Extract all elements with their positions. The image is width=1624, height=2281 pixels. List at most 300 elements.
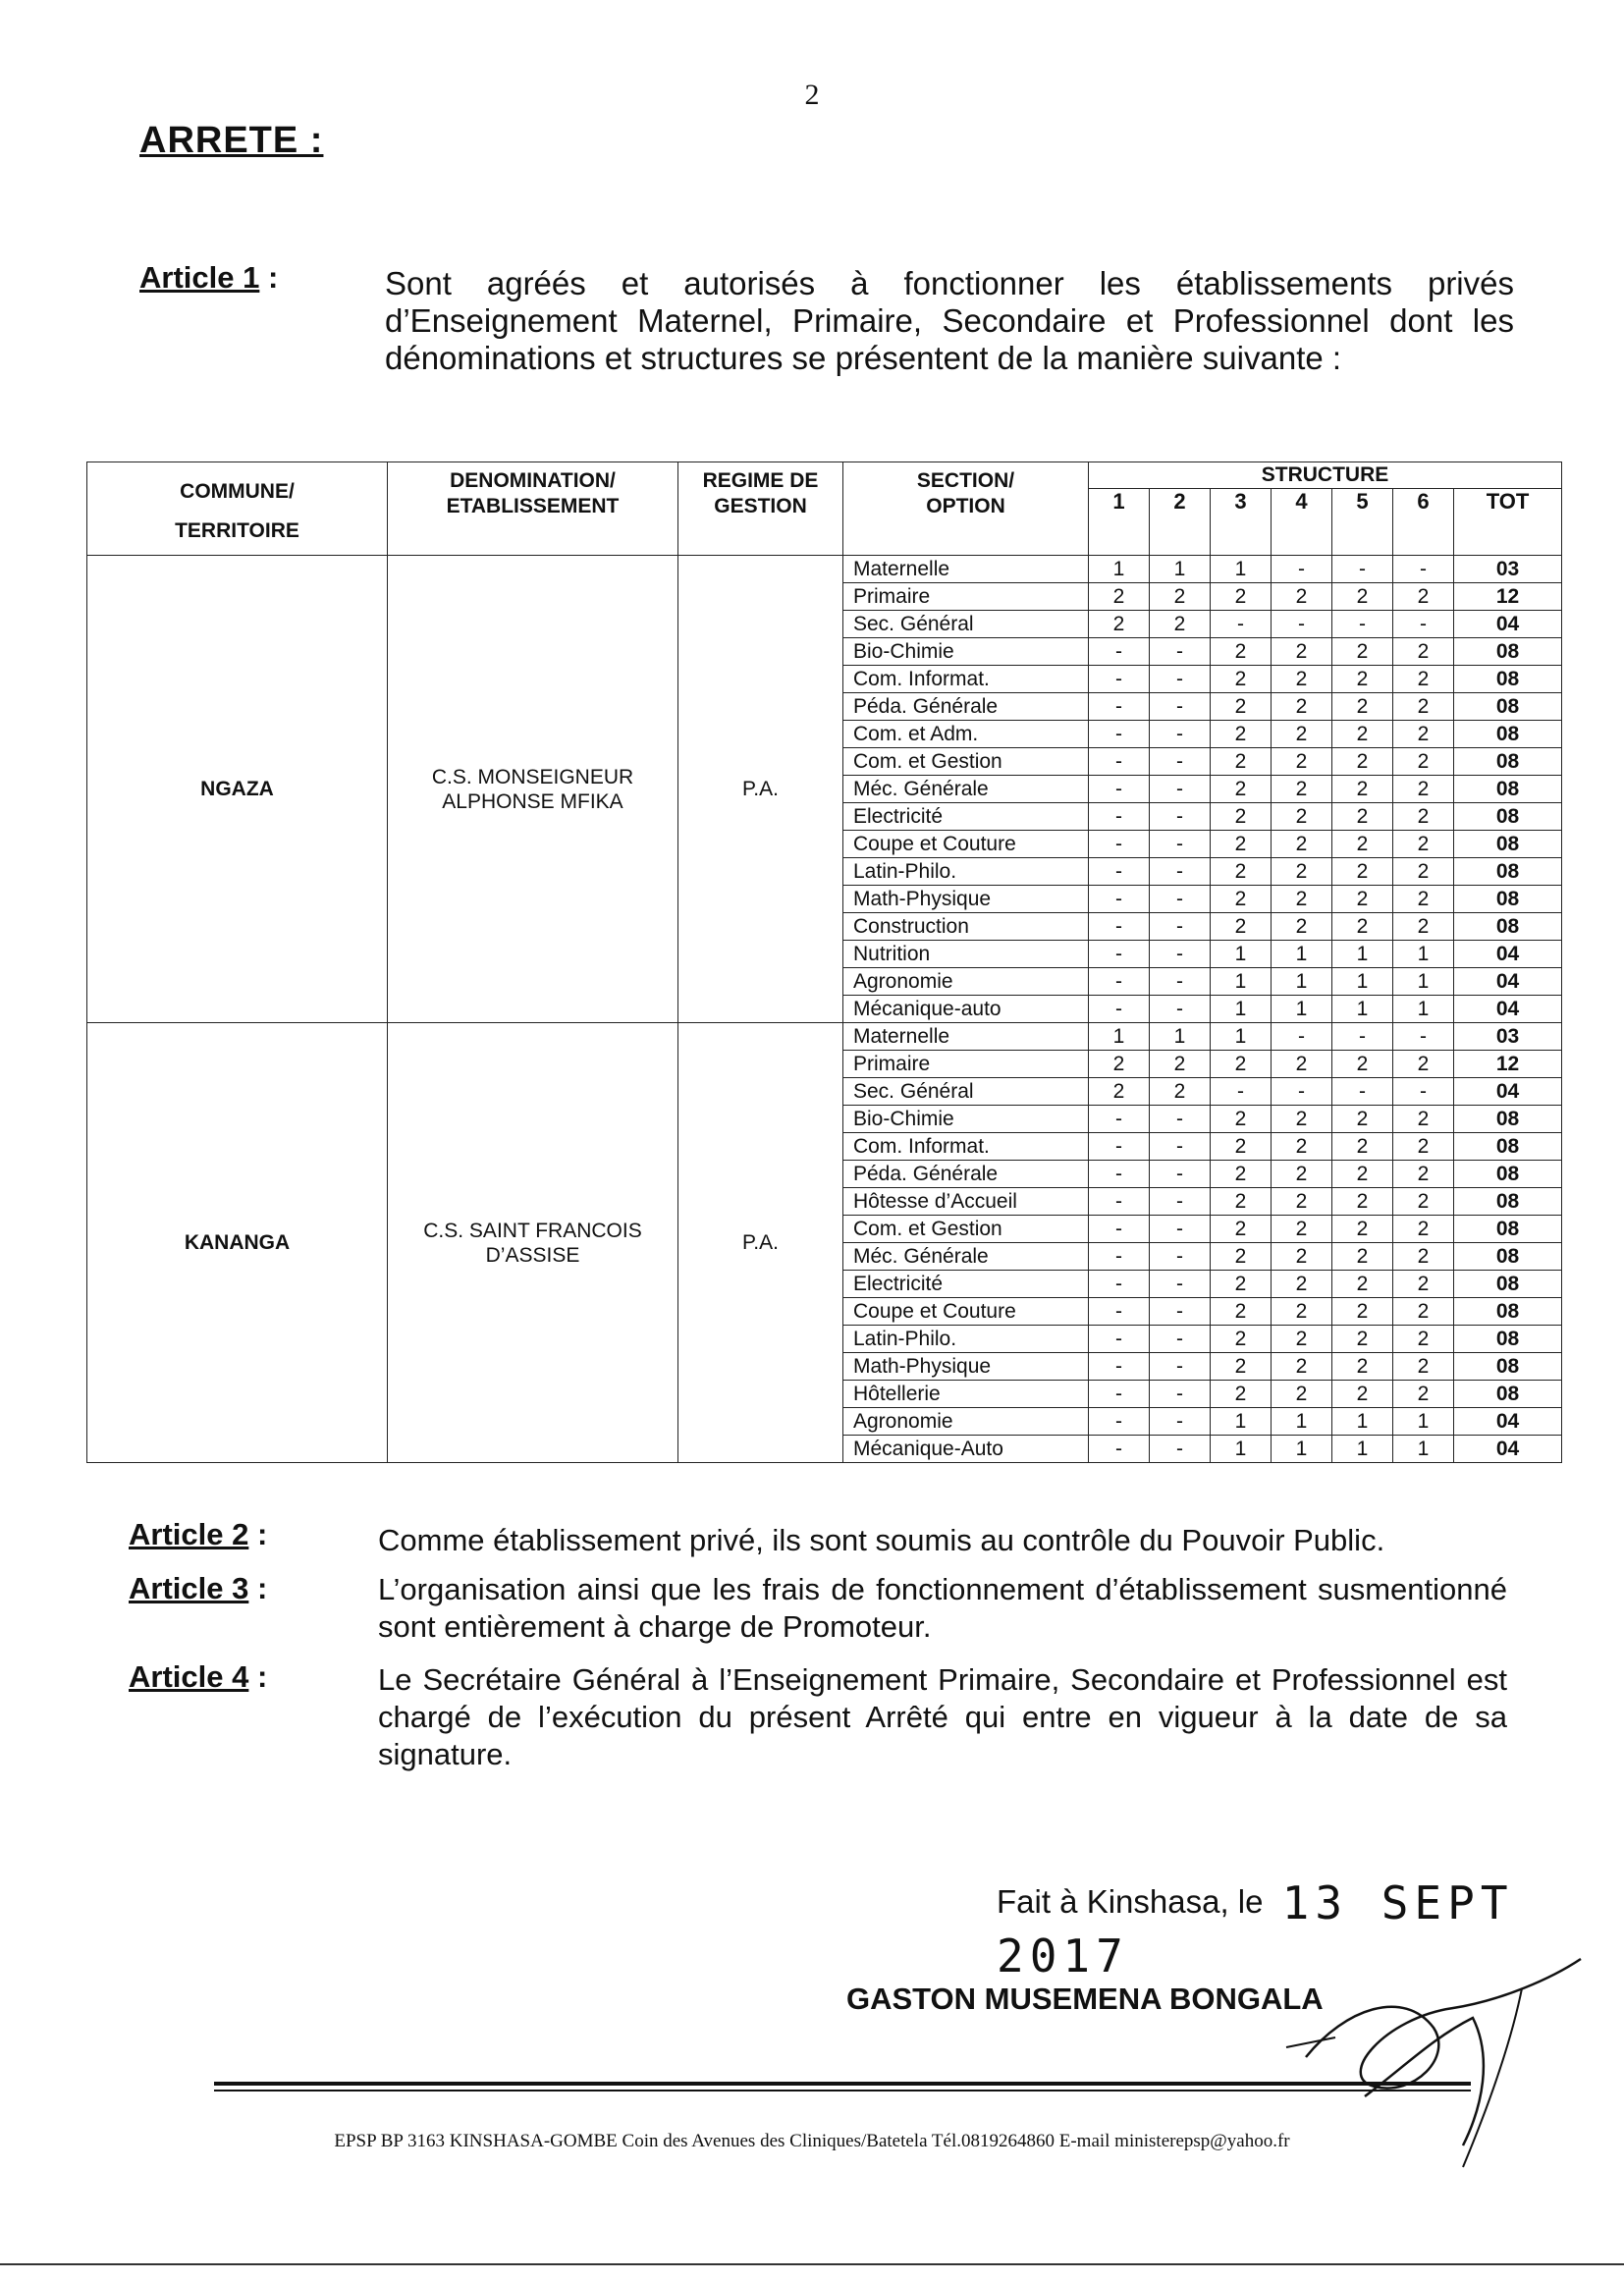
structure-cell: -	[1150, 858, 1211, 886]
etablissement-line: C.S. SAINT FRANCOIS	[423, 1219, 642, 1242]
structure-cell: 2	[1393, 1271, 1454, 1298]
header-col-5: 5	[1332, 489, 1393, 556]
structure-cell: 2	[1272, 1243, 1332, 1271]
option-cell: Mécanique-auto	[843, 996, 1089, 1023]
structure-cell: -	[1272, 556, 1332, 583]
total-cell: 08	[1454, 1216, 1562, 1243]
structure-cell: 2	[1211, 831, 1272, 858]
structure-cell: -	[1150, 831, 1211, 858]
structure-cell: 2	[1211, 913, 1272, 941]
option-cell: Electricité	[843, 803, 1089, 831]
article-3-label: Article 3 :	[129, 1571, 268, 1605]
header-denomination: DENOMINATION/ ETABLISSEMENT	[388, 462, 678, 556]
etablissement-cell	[388, 1023, 678, 1463]
structure-cell: 2	[1393, 1133, 1454, 1161]
structure-cell: -	[1089, 1243, 1150, 1271]
regime-cell: P.A.	[678, 1023, 843, 1463]
option-cell: Com. Informat.	[843, 1133, 1089, 1161]
structure-cell: 1	[1211, 1023, 1272, 1051]
structure-cell: 1	[1393, 996, 1454, 1023]
structure-cell: 1	[1211, 996, 1272, 1023]
structure-cell: -	[1089, 858, 1150, 886]
etablissement-line: ALPHONSE MFIKA	[442, 789, 623, 813]
total-cell: 12	[1454, 1051, 1562, 1078]
structure-cell: 2	[1393, 1216, 1454, 1243]
structure-cell: -	[1150, 721, 1211, 748]
structure-cell: 2	[1150, 611, 1211, 638]
total-cell: 08	[1454, 858, 1562, 886]
structure-cell: -	[1150, 1353, 1211, 1381]
structure-cell: 2	[1089, 1051, 1150, 1078]
article-2-text: Comme établissement privé, ils sont soumis au contrôle du Pouvoir Public.	[378, 1523, 1385, 1557]
structure-cell: 2	[1393, 1298, 1454, 1326]
etablissement-cell	[388, 556, 678, 1023]
total-cell: 08	[1454, 913, 1562, 941]
structure-cell: 1	[1211, 968, 1272, 996]
total-cell: 08	[1454, 1188, 1562, 1216]
etablissement-line: C.S. MONSEIGNEUR	[431, 765, 634, 788]
structure-cell: -	[1393, 1023, 1454, 1051]
structure-cell: -	[1150, 941, 1211, 968]
structure-cell: 1	[1272, 1436, 1332, 1463]
structure-cell: 2	[1393, 693, 1454, 721]
structure-cell: 2	[1272, 1133, 1332, 1161]
option-cell: Com. et Gestion	[843, 748, 1089, 776]
header-col-2: 2	[1150, 489, 1211, 556]
total-cell: 08	[1454, 776, 1562, 803]
structure-cell: 2	[1332, 1326, 1393, 1353]
structure-cell: -	[1150, 1133, 1211, 1161]
structure-cell: 1	[1393, 968, 1454, 996]
total-cell: 03	[1454, 1023, 1562, 1051]
total-cell: 08	[1454, 803, 1562, 831]
structure-cell: 2	[1150, 583, 1211, 611]
total-cell: 04	[1454, 941, 1562, 968]
structure-cell: 2	[1393, 1243, 1454, 1271]
structure-cell: -	[1150, 1436, 1211, 1463]
structure-cell: -	[1150, 776, 1211, 803]
structure-cell: 2	[1211, 776, 1272, 803]
structure-cell: 2	[1332, 1216, 1393, 1243]
total-cell: 08	[1454, 1353, 1562, 1381]
structure-cell: -	[1089, 996, 1150, 1023]
structure-cell: 1	[1272, 941, 1332, 968]
option-cell: Com. et Adm.	[843, 721, 1089, 748]
header-structure: STRUCTURE	[1089, 462, 1562, 489]
structure-cell: 2	[1211, 1106, 1272, 1133]
header-col-tot: TOT	[1454, 489, 1562, 556]
structure-cell: 2	[1393, 1051, 1454, 1078]
structure-cell: 2	[1332, 748, 1393, 776]
structure-cell: 2	[1332, 831, 1393, 858]
option-cell: Péda. Générale	[843, 1161, 1089, 1188]
header-section: SECTION/ OPTION	[843, 462, 1089, 556]
structure-cell: 1	[1393, 941, 1454, 968]
option-cell: Latin-Philo.	[843, 858, 1089, 886]
option-cell: Construction	[843, 913, 1089, 941]
total-cell: 08	[1454, 886, 1562, 913]
structure-cell: -	[1089, 638, 1150, 666]
structure-cell: 2	[1393, 886, 1454, 913]
structure-cell: -	[1393, 556, 1454, 583]
structure-cell: 1	[1211, 941, 1272, 968]
structure-cell: -	[1089, 1381, 1150, 1408]
structure-cell: 2	[1272, 583, 1332, 611]
structure-cell: 2	[1393, 1106, 1454, 1133]
header-col-4: 4	[1272, 489, 1332, 556]
document-heading: ARRETE :	[139, 120, 324, 161]
structure-cell: 1	[1332, 941, 1393, 968]
structure-cell: 2	[1211, 1216, 1272, 1243]
structure-cell: -	[1150, 693, 1211, 721]
structure-cell: 2	[1393, 1161, 1454, 1188]
structure-cell: 1	[1332, 968, 1393, 996]
structure-cell: 2	[1211, 1298, 1272, 1326]
option-cell: Maternelle	[843, 556, 1089, 583]
structure-cell: -	[1332, 556, 1393, 583]
structure-cell: -	[1089, 1161, 1150, 1188]
structure-cell: 1	[1150, 1023, 1211, 1051]
option-cell: Bio-Chimie	[843, 638, 1089, 666]
total-cell: 08	[1454, 1381, 1562, 1408]
structure-cell: -	[1150, 1271, 1211, 1298]
structure-cell: 1	[1393, 1436, 1454, 1463]
structure-cell: 2	[1089, 1078, 1150, 1106]
footer-rule-thin	[214, 2090, 1471, 2091]
option-cell: Sec. Général	[843, 611, 1089, 638]
total-cell: 08	[1454, 748, 1562, 776]
structure-cell: 2	[1150, 1078, 1211, 1106]
total-cell: 04	[1454, 996, 1562, 1023]
structure-cell: -	[1089, 1106, 1150, 1133]
page-number: 2	[804, 79, 820, 111]
structure-cell: 1	[1332, 996, 1393, 1023]
structure-cell: 2	[1272, 1326, 1332, 1353]
total-cell: 08	[1454, 666, 1562, 693]
structure-cell: -	[1150, 1408, 1211, 1436]
structure-cell: -	[1089, 1133, 1150, 1161]
structure-cell: 2	[1211, 1271, 1272, 1298]
option-cell: Primaire	[843, 1051, 1089, 1078]
structure-cell: 2	[1332, 913, 1393, 941]
commune-cell: KANANGA	[87, 1023, 388, 1463]
structure-cell: -	[1089, 1298, 1150, 1326]
total-cell: 08	[1454, 693, 1562, 721]
signature-date-stamp: 13 SEPT 2017	[997, 1876, 1514, 1982]
structure-cell: -	[1150, 1106, 1211, 1133]
structure-cell: 2	[1211, 858, 1272, 886]
structure-cell: 2	[1332, 1133, 1393, 1161]
option-cell: Agronomie	[843, 1408, 1089, 1436]
total-cell: 04	[1454, 1078, 1562, 1106]
structure-cell: 2	[1272, 748, 1332, 776]
structure-cell: 2	[1393, 803, 1454, 831]
footer-rule-thick	[214, 2082, 1471, 2086]
structure-cell: 2	[1393, 913, 1454, 941]
structure-cell: 2	[1332, 1381, 1393, 1408]
structure-cell: 2	[1332, 693, 1393, 721]
structure-cell: 1	[1089, 1023, 1150, 1051]
structure-cell: 2	[1332, 886, 1393, 913]
article-2-label: Article 2 :	[129, 1517, 268, 1551]
article-4-text: Le Secrétaire Général à l’Enseignement Primaire, Secondaire et Professionnel est chargé de l’exécution du présent Arrêté qui entre en vigueur à la date de sa signature.	[378, 1662, 1507, 1771]
structure-cell: 2	[1272, 776, 1332, 803]
structure-cell: 2	[1211, 721, 1272, 748]
structure-cell: 2	[1211, 886, 1272, 913]
structure-cell: 2	[1272, 666, 1332, 693]
structure-cell: 2	[1211, 1243, 1272, 1271]
structure-cell: 2	[1211, 1381, 1272, 1408]
structure-cell: -	[1089, 968, 1150, 996]
regime-cell: P.A.	[678, 556, 843, 1023]
structure-cell: -	[1089, 721, 1150, 748]
structure-cell: 2	[1332, 1106, 1393, 1133]
structure-cell: 2	[1211, 1353, 1272, 1381]
structure-cell: 2	[1211, 693, 1272, 721]
article-1-label: Article 1 :	[139, 260, 279, 295]
total-cell: 03	[1454, 556, 1562, 583]
structure-cell: 2	[1332, 583, 1393, 611]
total-cell: 08	[1454, 1161, 1562, 1188]
structure-cell: 2	[1393, 666, 1454, 693]
structure-cell: -	[1089, 693, 1150, 721]
total-cell: 08	[1454, 721, 1562, 748]
structure-cell: -	[1089, 1326, 1150, 1353]
option-cell: Com. et Gestion	[843, 1216, 1089, 1243]
structure-cell: 2	[1272, 1106, 1332, 1133]
structure-cell: 2	[1211, 666, 1272, 693]
structure-cell: 2	[1211, 1161, 1272, 1188]
structure-cell: 2	[1332, 1243, 1393, 1271]
structure-cell: 2	[1272, 721, 1332, 748]
structure-cell: 2	[1272, 1161, 1332, 1188]
total-cell: 08	[1454, 1298, 1562, 1326]
structure-cell: 2	[1272, 831, 1332, 858]
etablissement-line: D’ASSISE	[485, 1243, 580, 1267]
structure-cell: 2	[1332, 638, 1393, 666]
structure-cell: -	[1211, 611, 1272, 638]
structure-cell: 2	[1272, 1271, 1332, 1298]
option-cell: Coupe et Couture	[843, 1298, 1089, 1326]
structure-cell: 2	[1272, 1216, 1332, 1243]
structure-cell: -	[1332, 1023, 1393, 1051]
structure-cell: -	[1150, 1216, 1211, 1243]
structure-cell: -	[1089, 913, 1150, 941]
total-cell: 04	[1454, 968, 1562, 996]
structure-cell: 2	[1393, 1188, 1454, 1216]
structure-cell: -	[1211, 1078, 1272, 1106]
structure-cell: -	[1150, 748, 1211, 776]
total-cell: 12	[1454, 583, 1562, 611]
structure-cell: 2	[1211, 1188, 1272, 1216]
option-cell: Hôtesse d’Accueil	[843, 1188, 1089, 1216]
structure-cell: 2	[1393, 721, 1454, 748]
option-cell: Méc. Générale	[843, 1243, 1089, 1271]
structure-cell: 2	[1211, 803, 1272, 831]
signer-name: GASTON MUSEMENA BONGALA	[846, 1982, 1324, 2016]
structure-cell: 2	[1272, 1051, 1332, 1078]
option-cell: Coupe et Couture	[843, 831, 1089, 858]
structure-cell: -	[1150, 1188, 1211, 1216]
option-cell: Com. Informat.	[843, 666, 1089, 693]
structure-cell: 2	[1332, 1271, 1393, 1298]
fait-label: Fait à Kinshasa, le	[997, 1883, 1264, 1920]
structure-cell: 2	[1272, 858, 1332, 886]
structure-cell: -	[1150, 1326, 1211, 1353]
option-cell: Sec. Général	[843, 1078, 1089, 1106]
structure-cell: 2	[1332, 666, 1393, 693]
structure-cell: 1	[1272, 1408, 1332, 1436]
structure-cell: 2	[1272, 1298, 1332, 1326]
structure-cell: -	[1272, 1078, 1332, 1106]
structure-cell: -	[1150, 666, 1211, 693]
structure-cell: -	[1150, 638, 1211, 666]
total-cell: 08	[1454, 1133, 1562, 1161]
structure-cell: 2	[1332, 1051, 1393, 1078]
structure-cell: -	[1150, 1161, 1211, 1188]
header-commune: COMMUNE/ TERRITOIRE	[87, 462, 388, 556]
structure-cell: 1	[1089, 556, 1150, 583]
total-cell: 08	[1454, 831, 1562, 858]
structure-cell: 2	[1272, 803, 1332, 831]
header-col-6: 6	[1393, 489, 1454, 556]
total-cell: 08	[1454, 1243, 1562, 1271]
page-bottom-edge	[0, 2263, 1624, 2265]
structure-cell: 1	[1272, 968, 1332, 996]
structure-cell: 2	[1332, 858, 1393, 886]
option-cell: Méc. Générale	[843, 776, 1089, 803]
structure-cell: 1	[1211, 1408, 1272, 1436]
structure-cell: 1	[1211, 1436, 1272, 1463]
structure-cell: 2	[1332, 1298, 1393, 1326]
structure-cell: 2	[1089, 611, 1150, 638]
structure-cell: 2	[1393, 638, 1454, 666]
table-row	[87, 556, 1562, 583]
option-cell: Math-Physique	[843, 886, 1089, 913]
structure-cell: -	[1150, 1298, 1211, 1326]
option-cell: Latin-Philo.	[843, 1326, 1089, 1353]
option-cell: Hôtellerie	[843, 1381, 1089, 1408]
structure-cell: 2	[1211, 1326, 1272, 1353]
option-cell: Electricité	[843, 1271, 1089, 1298]
commune-cell: NGAZA	[87, 556, 388, 1023]
structure-cell: -	[1150, 1243, 1211, 1271]
structure-cell: 1	[1393, 1408, 1454, 1436]
structure-cell: -	[1089, 803, 1150, 831]
structure-cell: 2	[1393, 831, 1454, 858]
header-regime: REGIME DE GESTION	[678, 462, 843, 556]
structure-cell: 2	[1272, 886, 1332, 913]
option-cell: Bio-Chimie	[843, 1106, 1089, 1133]
structure-cell: 2	[1272, 638, 1332, 666]
total-cell: 04	[1454, 611, 1562, 638]
structure-cell: -	[1150, 968, 1211, 996]
structure-cell: 2	[1393, 1353, 1454, 1381]
structure-cell: 1	[1211, 556, 1272, 583]
structure-cell: -	[1089, 831, 1150, 858]
structure-cell: 2	[1393, 748, 1454, 776]
option-cell: Mécanique-Auto	[843, 1436, 1089, 1463]
structure-cell: -	[1332, 611, 1393, 638]
structure-cell: 2	[1211, 1051, 1272, 1078]
header-col-3: 3	[1211, 489, 1272, 556]
structure-cell: -	[1089, 1188, 1150, 1216]
structure-cell: -	[1150, 1381, 1211, 1408]
structure-cell: -	[1089, 748, 1150, 776]
article-4-label: Article 4 :	[129, 1659, 268, 1694]
structure-cell: 2	[1393, 776, 1454, 803]
structure-cell: -	[1393, 611, 1454, 638]
structure-cell: -	[1150, 913, 1211, 941]
article-3-text: L’organisation ainsi que les frais de fonctionnement d’établissement susmentionné sont entièrement à charge de Promoteur.	[378, 1572, 1507, 1644]
structure-cell: -	[1150, 886, 1211, 913]
structure-cell: 2	[1211, 638, 1272, 666]
article-1-text: Sont agréés et autorisés à fonctionner les établissements privés d’Enseignement Maternel, Primaire, Secondaire et Professionnel dont les dénominations et structures se présentent de la manière suivante :	[385, 265, 1514, 376]
structure-cell: 2	[1393, 858, 1454, 886]
structure-cell: -	[1393, 1078, 1454, 1106]
structure-cell: 2	[1272, 693, 1332, 721]
structure-cell: 2	[1211, 748, 1272, 776]
structure-cell: -	[1150, 996, 1211, 1023]
structure-cell: 2	[1211, 583, 1272, 611]
structure-cell: 2	[1272, 1381, 1332, 1408]
total-cell: 04	[1454, 1436, 1562, 1463]
structure-cell: -	[1089, 886, 1150, 913]
structure-cell: -	[1089, 666, 1150, 693]
option-cell: Primaire	[843, 583, 1089, 611]
option-cell: Agronomie	[843, 968, 1089, 996]
header-col-1: 1	[1089, 489, 1150, 556]
structure-cell: 1	[1332, 1408, 1393, 1436]
structure-cell: -	[1272, 611, 1332, 638]
table-row	[87, 1023, 1562, 1051]
structure-cell: 2	[1393, 583, 1454, 611]
structure-cell: -	[1150, 803, 1211, 831]
total-cell: 04	[1454, 1408, 1562, 1436]
structure-cell: 2	[1332, 776, 1393, 803]
option-cell: Math-Physique	[843, 1353, 1089, 1381]
total-cell: 08	[1454, 1271, 1562, 1298]
structure-cell: -	[1272, 1023, 1332, 1051]
structure-cell: -	[1089, 776, 1150, 803]
structure-cell: 2	[1393, 1326, 1454, 1353]
structure-cell: -	[1332, 1078, 1393, 1106]
total-cell: 08	[1454, 638, 1562, 666]
structure-cell: 1	[1150, 556, 1211, 583]
structure-cell: 2	[1332, 803, 1393, 831]
footer-contact: EPSP BP 3163 KINSHASA-GOMBE Coin des Avenues des Cliniques/Batetela Tél.0819264860 E-mail ministerepsp@yahoo.fr	[334, 2131, 1290, 2151]
schools-structure-table	[86, 462, 1562, 1463]
structure-cell: 2	[1211, 1133, 1272, 1161]
structure-cell: 2	[1150, 1051, 1211, 1078]
structure-cell: 1	[1272, 996, 1332, 1023]
structure-cell: 1	[1332, 1436, 1393, 1463]
structure-cell: -	[1089, 1353, 1150, 1381]
structure-cell: 2	[1332, 721, 1393, 748]
structure-cell: 2	[1332, 1188, 1393, 1216]
total-cell: 08	[1454, 1106, 1562, 1133]
structure-cell: -	[1089, 1271, 1150, 1298]
structure-cell: -	[1089, 1436, 1150, 1463]
structure-cell: 2	[1089, 583, 1150, 611]
structure-cell: 2	[1272, 1188, 1332, 1216]
structure-cell: 2	[1393, 1381, 1454, 1408]
structure-cell: 2	[1272, 913, 1332, 941]
structure-cell: -	[1089, 1408, 1150, 1436]
structure-cell: 2	[1332, 1161, 1393, 1188]
total-cell: 08	[1454, 1326, 1562, 1353]
option-cell: Péda. Générale	[843, 693, 1089, 721]
